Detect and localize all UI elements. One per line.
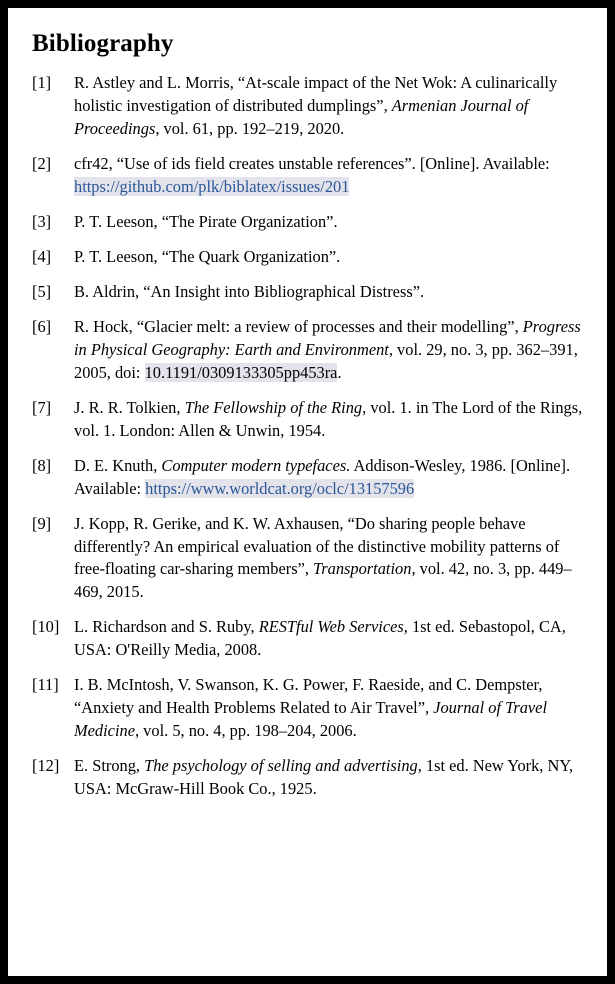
entry-title-italic: Armenian Journal of Proceedings [74, 95, 529, 138]
entry-text [74, 455, 583, 501]
entry-plain-text: B. Aldrin, “An Insight into Bibliographical Distress”. [74, 281, 425, 301]
entry-title-italic: Computer modern typefaces. [161, 455, 351, 475]
entry-text [74, 281, 583, 304]
entry-plain-text: R. Hock, “Glacier melt: a review of processes and their modelling”, [74, 316, 523, 336]
entry-plain-text: . [337, 362, 342, 382]
entry-plain-text: R. Astley and L. Morris, “At-scale impact of the Net Wok: A culinarically holistic investigation of distributed dumplings”, [74, 73, 558, 115]
entry-title-italic: The Fellowship of the Ring [184, 397, 363, 417]
entry-plain-text: P. T. Leeson, “The Quark Organization”. [74, 246, 341, 266]
entry-plain-text: , vol. 29, no. 3, pp. 362–391, 2005, doi: [74, 339, 578, 382]
entry-title-italic: Journal of Travel Medicine [74, 698, 547, 741]
entry-doi[interactable]: 10.1191/0309133305pp453ra [144, 362, 338, 382]
entry-plain-text: J. R. R. Tolkien, [74, 397, 185, 417]
entry-text [74, 755, 583, 801]
entry-number: [2] [32, 153, 52, 173]
bibliography-entry [32, 316, 583, 385]
entry-text [74, 397, 583, 443]
entry-number: [11] [32, 675, 59, 695]
entry-number: [3] [32, 211, 52, 231]
bibliography-entry [32, 153, 583, 199]
entry-number: [5] [32, 281, 52, 301]
bibliography-entry [32, 397, 583, 443]
entry-text [74, 674, 583, 743]
entry-text [74, 72, 583, 141]
entry-plain-text: , 1st ed. Sebastopol, CA, USA: O'Reilly Media, 2008. [74, 617, 566, 660]
entry-plain-text: , vol. 42, no. 3, pp. 449–469, 2015. [74, 559, 572, 602]
entry-plain-text: Addison-Wesley, 1986. [Online]. Available: [74, 455, 579, 498]
entry-number: [12] [32, 756, 60, 776]
bibliography-entry [32, 674, 583, 743]
entry-plain-text: , vol. 5, no. 4, pp. 198–204, 2006. [134, 721, 357, 741]
entry-title-italic: The psychology of selling and advertising [144, 756, 418, 776]
entry-plain-text: cfr42, “Use of ids field creates unstable references”. [Online]. Available: [74, 153, 550, 173]
entry-url-link[interactable]: https://github.com/plk/biblatex/issues/201 [74, 176, 350, 196]
entry-number: [9] [32, 513, 52, 533]
entry-text [74, 153, 583, 199]
bibliography-entry [32, 455, 583, 501]
entry-title-italic: Progress in Physical Geography: Earth and Environment [74, 316, 581, 359]
entry-url-link[interactable]: https://www.worldcat.org/oclc/13157596 [145, 478, 415, 498]
entry-plain-text: , 1st ed. New York, NY, USA: McGraw-Hill Book Co., 1925. [74, 756, 574, 799]
entry-number: [4] [32, 246, 52, 266]
entry-number: [10] [32, 617, 60, 637]
entry-plain-text: , vol. 1. in The Lord of the Rings, vol. 1. London: Allen & Unwin, 1954. [74, 397, 583, 440]
bibliography-entry [32, 246, 583, 269]
entry-plain-text: I. B. McIntosh, V. Swanson, K. G. Power, F. Raeside, and C. Dempster, “Anxiety and Health Problems Related to Air Travel”, [74, 675, 543, 718]
entry-text [74, 246, 583, 269]
entry-text [74, 513, 583, 605]
entry-plain-text: , vol. 61, pp. 192–219, 2020. [155, 118, 345, 138]
bibliography-entry [32, 281, 583, 304]
entry-plain-text: L. Richardson and S. Ruby, [74, 617, 259, 637]
entry-number: [7] [32, 397, 52, 417]
entry-plain-text: P. T. Leeson, “The Pirate Organization”. [74, 211, 338, 231]
entry-number: [8] [32, 455, 52, 475]
entry-number: [6] [32, 316, 52, 336]
bibliography-entry [32, 72, 583, 141]
bibliography-entry [32, 616, 583, 662]
entry-plain-text: D. E. Knuth, [74, 455, 162, 475]
bibliography-entry [32, 513, 583, 605]
entry-title-italic: Transportation [313, 559, 412, 579]
entry-plain-text: J. Kopp, R. Gerike, and K. W. Axhausen, “Do sharing people behave differently? An empirical evaluation of the distinctive mobility patterns of free-floating car-sharing members”, [74, 513, 560, 579]
entry-text [74, 211, 583, 234]
document-page [8, 8, 607, 976]
entry-text [74, 616, 583, 662]
bibliography-list [32, 72, 583, 801]
page-title: Bibliography [32, 30, 174, 57]
entry-title-italic: RESTful Web Services [258, 617, 404, 637]
entry-plain-text: E. Strong, [74, 756, 145, 776]
bibliography-entry [32, 755, 583, 801]
bibliography-entry [32, 211, 583, 234]
entry-text [74, 316, 583, 385]
entry-number: [1] [32, 73, 52, 92]
